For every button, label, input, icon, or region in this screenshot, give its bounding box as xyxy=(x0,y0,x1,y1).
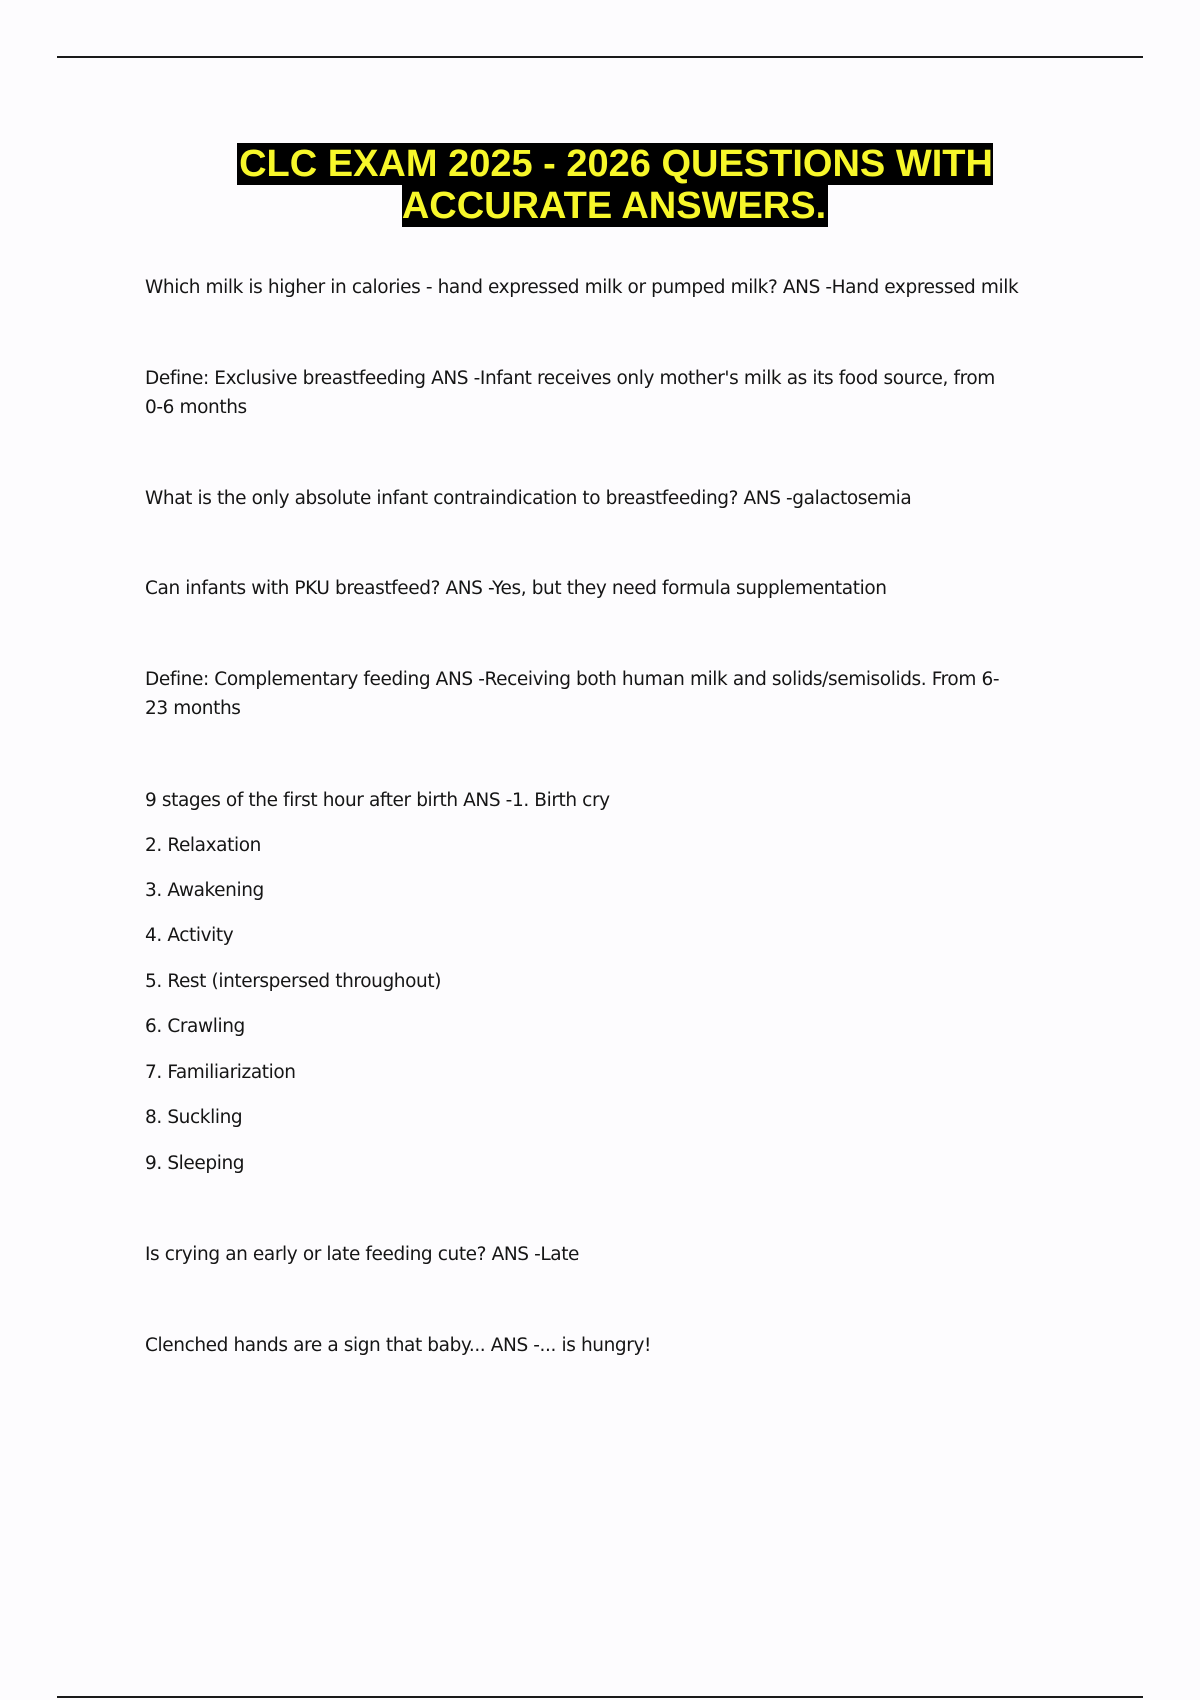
stage-item: 2. Relaxation xyxy=(145,835,261,856)
stage-item: 6. Crawling xyxy=(145,1016,245,1037)
stage-item: 3. Awakening xyxy=(145,880,264,901)
document-title xyxy=(150,143,1080,227)
qa-entry: Which milk is higher in calories - hand expressed milk or pumped milk? ANS -Hand expressed milk xyxy=(145,277,1019,298)
qa-entry: 9 stages of the first hour after birth ANS -1. Birth cry xyxy=(145,790,610,811)
qa-entry: Is crying an early or late feeding cute? ANS -Late xyxy=(145,1244,580,1265)
stage-item: 8. Suckling xyxy=(145,1107,243,1128)
bottom-rule xyxy=(57,1696,1143,1698)
stage-item: 9. Sleeping xyxy=(145,1153,245,1174)
qa-entry: Can infants with PKU breastfeed? ANS -Yes, but they need formula supplementation xyxy=(145,578,887,599)
stage-item: 5. Rest (interspersed throughout) xyxy=(145,971,442,992)
stage-item: 4. Activity xyxy=(145,925,234,946)
qa-entry: Clenched hands are a sign that baby... ANS -... is hungry! xyxy=(145,1335,652,1356)
qa-entry: What is the only absolute infant contraindication to breastfeeding? ANS -galactosemia xyxy=(145,488,912,509)
top-rule xyxy=(57,56,1143,58)
document-title-text: CLC EXAM 2025 - 2026 QUESTIONS WITH ACCURATE ANSWERS. xyxy=(239,143,993,227)
qa-entry: Define: Complementary feeding ANS -Receiving both human milk and solids/semisolids. From 6-23 months xyxy=(145,669,1000,719)
qa-entry: Define: Exclusive breastfeeding ANS -Infant receives only mother's milk as its food source, from 0-6 months xyxy=(145,368,995,418)
stage-item: 7. Familiarization xyxy=(145,1062,296,1083)
